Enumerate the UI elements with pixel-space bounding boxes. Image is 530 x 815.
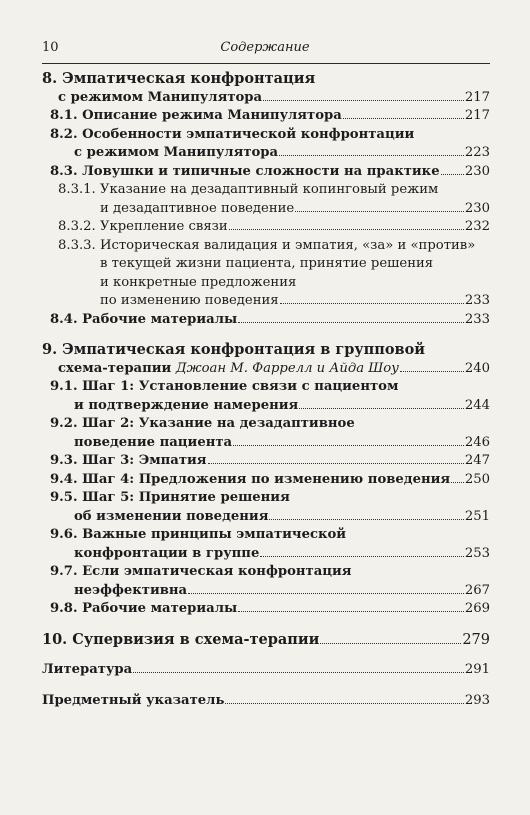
toc-entry-line: и конкретные предложения xyxy=(100,274,297,290)
toc-entry[interactable]: с режимом Манипулятора 223 xyxy=(74,145,490,160)
toc-entry-line: 9.7. Если эмпатическая конфронтация xyxy=(50,564,352,579)
toc-entry[interactable]: 8.1. Описание режима Манипулятора 217 xyxy=(50,108,490,123)
toc-entry[interactable]: и дезадаптивное поведение 230 xyxy=(100,200,490,216)
toc-entry[interactable]: по изменению поведения 233 xyxy=(100,293,490,308)
toc-entry-line: 8.3.1. Указание на дезадаптивный копинговый режим xyxy=(58,182,439,197)
toc-entry-line: 9.6. Важные принципы эмпатической xyxy=(50,527,347,542)
toc-entry[interactable]: конфронтации в группе 253 xyxy=(74,545,490,561)
page-number: 10 xyxy=(42,40,59,55)
toc-entry-line: 9.1. Шаг 1: Установление связи с пациентом xyxy=(50,379,399,394)
toc-entry[interactable]: 8.4. Рабочие материалы 233 xyxy=(50,311,490,327)
toc-literature-entry[interactable]: Литература 291 xyxy=(42,662,490,677)
toc-chapter-title: 8. Эмпатическая конфронтация xyxy=(42,70,316,87)
toc-entry[interactable]: и подтверждение намерения 244 xyxy=(74,397,490,413)
toc-entry[interactable]: 9.3. Шаг 3: Эмпатия 247 xyxy=(50,453,490,468)
toc-entry[interactable]: 9.4. Шаг 4: Предложения по изменению поведения 250 xyxy=(50,471,490,487)
chapter-authors: Джоан М. Фаррелл и Айда Шоу xyxy=(175,360,399,376)
toc-entry[interactable]: неэффективна 267 xyxy=(74,582,490,598)
toc-entry[interactable]: 8.3.2. Укрепление связи 232 xyxy=(58,219,490,234)
toc-entry-line: в текущей жизни пациента, принятие решения xyxy=(100,256,434,271)
toc-entry[interactable]: 9.8. Рабочие материалы 269 xyxy=(50,601,490,616)
toc-chapter-title: 9. Эмпатическая конфронтация в групповой xyxy=(42,341,426,358)
toc-entry[interactable]: с режимом Манипулятора 217 xyxy=(58,89,490,105)
table-of-contents xyxy=(42,70,490,710)
toc-entry[interactable]: схема-терапии Джоан М. Фаррелл и Айда Шоу 240 xyxy=(58,360,490,376)
toc-chapter-entry[interactable]: 10. Супервизия в схема-терапии 279 xyxy=(42,630,490,648)
toc-entry[interactable]: об изменении поведения 251 xyxy=(74,508,490,524)
toc-entry[interactable]: поведение пациента 246 xyxy=(74,434,490,450)
toc-entry-line: 8.3.3. Историческая валидация и эмпатия, «за» и «против» xyxy=(58,237,476,253)
header-rule xyxy=(42,63,490,64)
toc-index-entry[interactable]: Предметный указатель 293 xyxy=(42,692,490,708)
running-title: Содержание xyxy=(220,40,310,55)
running-header xyxy=(42,40,488,60)
toc-entry[interactable]: 8.3. Ловушки и типичные сложности на практике 230 xyxy=(50,163,490,179)
toc-entry-line: 9.2. Шаг 2: Указание на дезадаптивное xyxy=(50,416,355,431)
toc-entry-line: 9.5. Шаг 5: Принятие решения xyxy=(50,490,290,505)
toc-entry-line: 8.2. Особенности эмпатической конфронтации xyxy=(50,126,415,142)
